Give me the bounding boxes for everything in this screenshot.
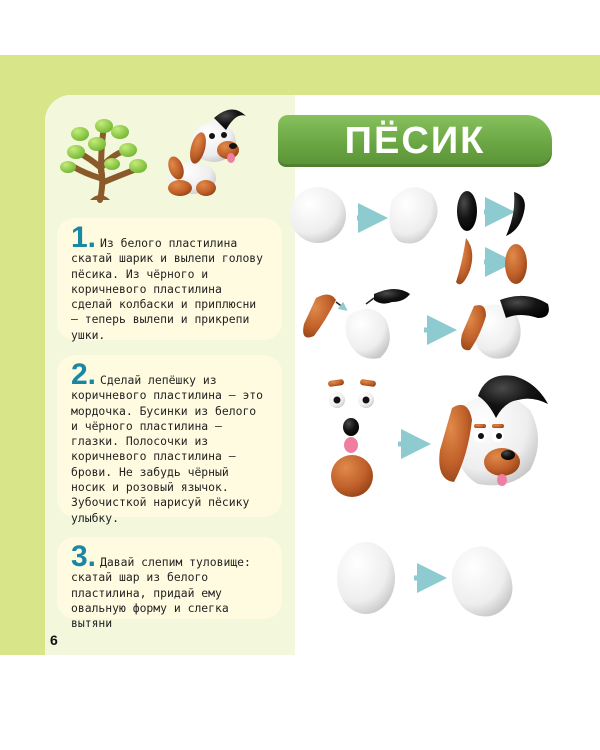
step-3-text: Давай слепим туловище: скатай шар из белого пластилина, придай ему овальную форму и слегка вытяни bbox=[71, 555, 251, 631]
step1-attach-ears bbox=[303, 289, 549, 359]
step-2-text: Сделай лепёшку из коричневого пластилина — это мордочка. Бусинки из белого и чёрного пластилина — глазки. Полосочки из коричневого пластилина — брови. Не забудь чёрный носик и розовый язычок. Зубочисткой нарисуй пёсику улыбку. bbox=[71, 373, 264, 525]
step-1-number: 1. bbox=[71, 221, 97, 254]
step-3-number: 3. bbox=[71, 540, 97, 573]
page-title: ПЁСИК bbox=[344, 119, 486, 162]
step3-body-parts bbox=[337, 542, 512, 617]
step2-face-parts bbox=[328, 379, 416, 497]
step2-dog-head bbox=[439, 375, 548, 486]
step-2-number: 2. bbox=[71, 358, 97, 391]
step-1-text: Из белого пластилина скатай шарик и вылепи голову пёсика. Из чёрного и коричневого пластилина сделай колбаски и приплюсни — теперь вылепи и прикрепи ушки. bbox=[71, 236, 264, 342]
step1-ball-to-head bbox=[290, 187, 438, 244]
tree-illustration bbox=[60, 119, 147, 200]
finished-dog-small bbox=[165, 109, 246, 196]
step1-ear-pieces bbox=[456, 191, 527, 284]
page-number: 6 bbox=[50, 632, 58, 648]
